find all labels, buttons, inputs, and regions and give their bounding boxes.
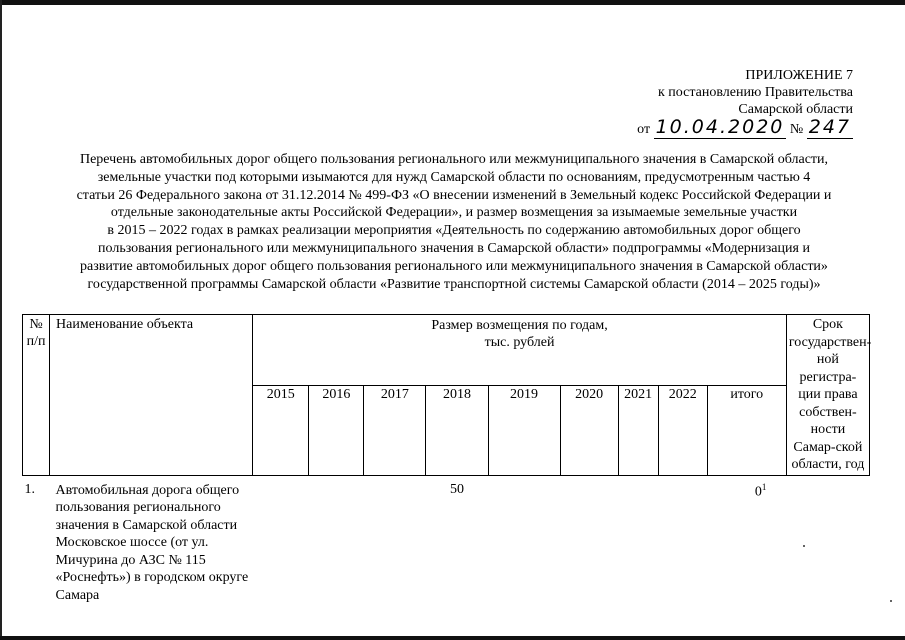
heading-line: статьи 26 Федерального закона от 31.12.2014 № 499-ФЗ «О внесении изменений в Земельный кодекс Российской Федерации и — [76, 187, 832, 203]
row-total-footnote: 1 — [761, 481, 767, 492]
row-2016 — [309, 475, 364, 605]
header-year: 2019 — [488, 385, 560, 475]
header-year: 2016 — [309, 385, 364, 475]
row-2020 — [560, 475, 618, 605]
heading-line: в 2015 – 2022 годах в рамках реализации мероприятия «Деятельность по содержанию автомобильных дорог общего — [107, 223, 801, 239]
appendix-title: ПРИЛОЖЕНИЕ 7 — [745, 68, 853, 83]
heading-line: пользования регионального или межмуниципального значения в Самарской области» подпрограммы «Модернизация и — [98, 240, 810, 256]
header-object-name: Наименование объекта — [50, 315, 253, 476]
header-year: 2017 — [364, 385, 426, 475]
row-2018: 50 — [449, 481, 464, 497]
number-prefix: № — [789, 122, 804, 137]
handwritten-number: 247 — [808, 116, 851, 138]
scan-speck — [803, 545, 805, 547]
row-total — [707, 475, 786, 605]
appendix-line-1: к постановлению Правительства — [657, 85, 853, 100]
appendix-date-line — [637, 118, 853, 138]
row-total-value: 0 — [754, 484, 762, 500]
heading-line: земельные участки под которыми изымаются для нужд Самарской области по основаниям, предусмотренным частью 4 — [97, 169, 811, 185]
appendix-line-2: Самарской области — [738, 102, 853, 117]
row-object-name: Автомобильная дорога общего пользования регионального значения в Самарской области Московское шоссе (от ул. Мичурина до АЗС № 115 «Роснефть») в городском округе Самара — [55, 482, 249, 603]
header-registration-term: Срок государствен-ной регистра-ции права собствен-ности Самар-ской области, год — [786, 315, 869, 476]
header-amount-line-2: тыс. рублей — [484, 335, 555, 350]
row-2015 — [253, 475, 309, 605]
table-row — [23, 475, 870, 605]
scan-left-border — [0, 0, 2, 640]
document-heading — [20, 151, 888, 293]
row-2019 — [488, 475, 560, 605]
header-num: № п/п — [23, 315, 50, 476]
header-year: 2018 — [426, 385, 488, 475]
header-total: итого — [707, 385, 786, 475]
header-amount — [253, 315, 787, 386]
scan-top-border — [0, 0, 905, 5]
date-prefix: от — [637, 122, 651, 137]
header-year: 2020 — [560, 385, 618, 475]
row-2017 — [364, 475, 426, 605]
scan-speck — [890, 600, 892, 602]
heading-line: развитие автомобильных дорог общего пользования регионального или межмуниципального значения в Самарской области» — [80, 258, 828, 274]
header-year: 2015 — [253, 385, 309, 475]
heading-line: отдельные законодательные акты Российской Федерации», и размер возмещения за изымаемые земельные участки — [110, 205, 798, 221]
row-2021 — [618, 475, 658, 605]
heading-line: Перечень автомобильных дорог общего пользования регионального или межмуниципального значения в Самарской области, — [79, 152, 829, 167]
handwritten-date: 10.04.2020 — [655, 116, 785, 138]
header-year: 2021 — [618, 385, 658, 475]
compensation-table — [22, 314, 870, 605]
header-amount-line-1: Размер возмещения по годам, — [431, 318, 608, 333]
appendix-block — [593, 67, 853, 138]
scan-bottom-border — [0, 636, 905, 640]
heading-line: государственной программы Самарской области «Развитие транспортной системы Самарской области (2014 – 2025 годы)» — [87, 276, 821, 292]
row-2022 — [658, 475, 707, 605]
header-year: 2022 — [658, 385, 707, 475]
row-num: 1. — [24, 481, 35, 497]
row-term — [786, 475, 869, 605]
